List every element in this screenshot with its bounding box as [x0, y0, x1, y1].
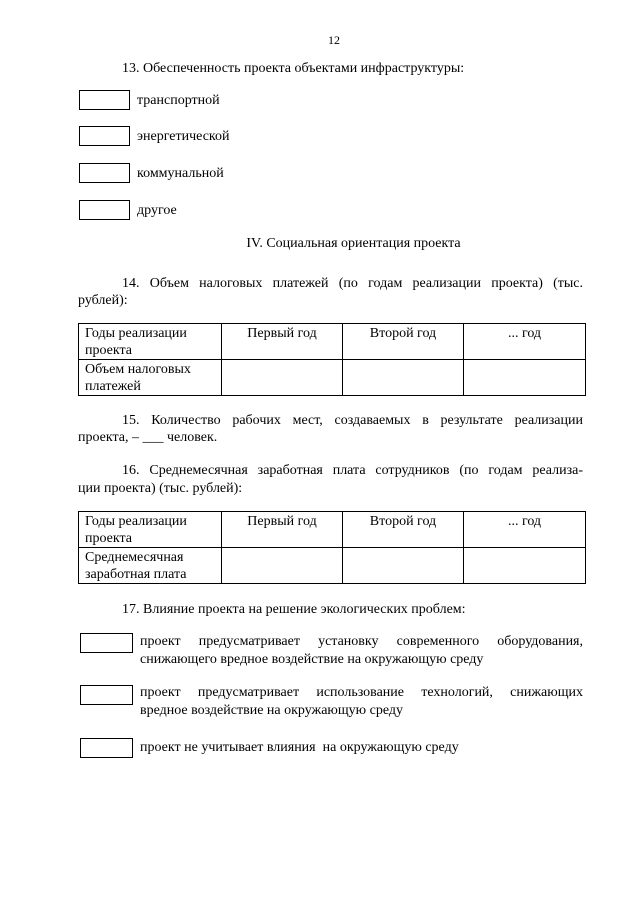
- ecology-option-equipment: [140, 633, 583, 669]
- section-13-heading: 13. Обеспеченность проекта объектами инфраструктуры:: [122, 61, 465, 76]
- value-cell: [343, 360, 464, 396]
- option-energy: [79, 126, 230, 146]
- header-cell: ... год: [464, 512, 586, 548]
- header-cell: Годы реализации проекта: [79, 512, 222, 548]
- value-cell: [464, 360, 586, 396]
- option-label: другое: [137, 202, 177, 218]
- text-line: проекта, – ___ человек.: [78, 430, 218, 445]
- ecology-option-technologies: [140, 684, 583, 720]
- checkbox[interactable]: [80, 738, 133, 758]
- checkbox[interactable]: [79, 90, 130, 110]
- checkbox[interactable]: [79, 200, 130, 220]
- checkbox[interactable]: [79, 163, 130, 183]
- table-header-row: [79, 324, 586, 360]
- text-line: рублей):: [78, 293, 128, 308]
- table-row: [79, 548, 586, 584]
- salary-table: [78, 511, 586, 584]
- header-cell: Первый год: [222, 324, 343, 360]
- option-other: [79, 200, 177, 220]
- text-line: 14. Объем налоговых платежей (по годам реализации проекта) (тыс.: [122, 276, 583, 291]
- option-label: коммунальной: [137, 165, 224, 181]
- table-header-row: [79, 512, 586, 548]
- text-line: вредное воздействие на окружающую среду: [140, 703, 403, 718]
- value-cell: [222, 360, 343, 396]
- header-cell: Годы реализации проекта: [79, 324, 222, 360]
- page-number: 12: [328, 33, 340, 47]
- header-cell: ... год: [464, 324, 586, 360]
- text-line: ции проекта) (тыс. рублей):: [78, 481, 243, 496]
- section-15-text: [78, 412, 583, 446]
- text-line: проект предусматривает использование технологий, снижающих: [140, 685, 583, 700]
- text-line: проект не учитывает влияния на окружающую среду: [140, 740, 459, 755]
- row-label-cell: Объем налоговых платежей: [79, 360, 222, 396]
- header-cell: Второй год: [343, 324, 464, 360]
- value-cell: [464, 548, 586, 584]
- text-line: 16. Среднемесячная заработная плата сотрудников (по годам реализа-: [122, 463, 583, 478]
- option-label: энергетической: [137, 128, 230, 144]
- table-row: [79, 360, 586, 396]
- option-communal: [79, 163, 224, 183]
- value-cell: [222, 548, 343, 584]
- header-cell: Первый год: [222, 512, 343, 548]
- row-label-cell: Среднемесячная заработная плата: [79, 548, 222, 584]
- tax-payments-table: [78, 323, 586, 396]
- option-label: транспортной: [137, 92, 220, 108]
- checkbox[interactable]: [79, 126, 130, 146]
- section-14-text: [78, 275, 583, 309]
- section-iv-title: IV. Социальная ориентация проекта: [246, 236, 461, 251]
- ecology-option-no-impact: [140, 739, 583, 757]
- value-cell: [343, 548, 464, 584]
- text-line: снижающего вредное воздействие на окружающую среду: [140, 652, 484, 667]
- header-cell: Второй год: [343, 512, 464, 548]
- option-transport: [79, 90, 220, 110]
- text-line: 15. Количество рабочих мест, создаваемых в результате реализации: [122, 413, 583, 428]
- section-17-heading: 17. Влияние проекта на решение экологических проблем:: [122, 602, 466, 617]
- section-16-text: [78, 462, 583, 498]
- checkbox[interactable]: [80, 633, 133, 653]
- checkbox[interactable]: [80, 685, 133, 705]
- text-line: проект предусматривает установку современного оборудования,: [140, 634, 583, 649]
